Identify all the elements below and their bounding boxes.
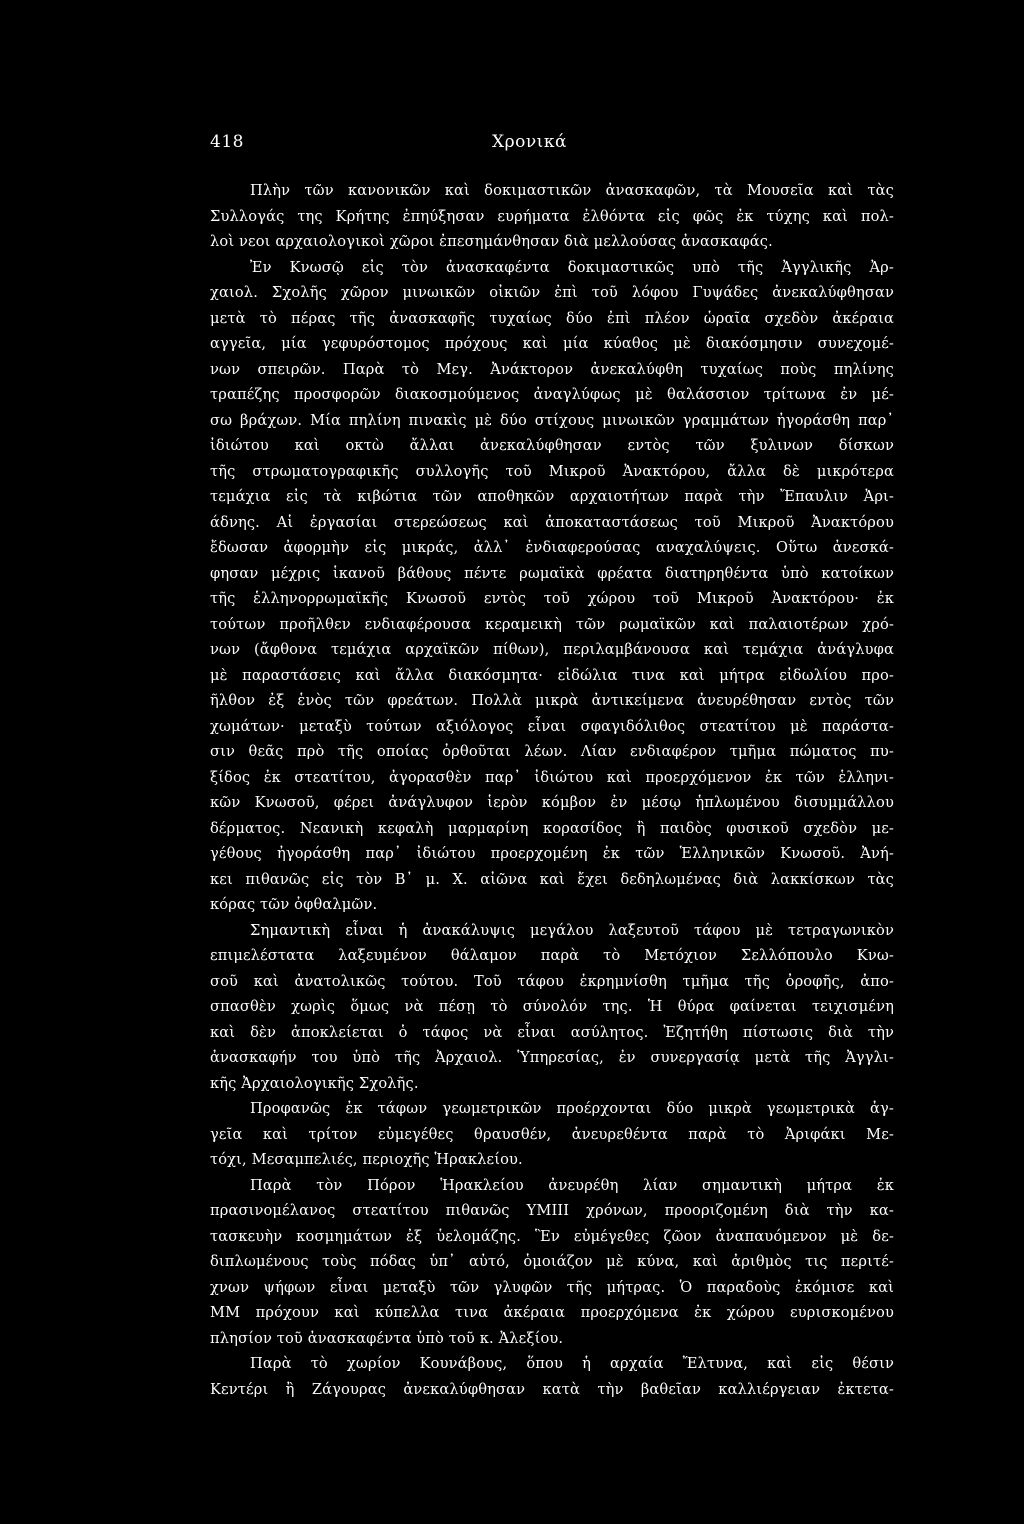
text-line: καὶ δὲν ἀποκλείεται ὁ τάφος νὰ εἶναι ασύλητος. Ἐζητήθη πίστωσις διὰ τὴν [210,1023,894,1041]
text-line: φησαν μέχρις ἱκανοῦ βάθους πέντε ρωμαϊκὰ φρέατα διατηρηθέντα ὑπὸ κατοίκων [210,564,894,582]
text-line: χαιολ. Σχολῆς χῶρον μινωικῶν οἰκιῶν ἐπὶ τοῦ λόφου Γυψάδες ἀνεκαλύφθησαν [210,284,894,301]
text-line: Σημαντικὴ εἶναι ἡ ἀνακάλυψις μεγάλου λαξευτοῦ τάφου μὲ τετραγωνικὸν [250,921,894,939]
text-line: τασκευὴν κοσμημάτων ἐξ ὑελομάζης. Ἓν εὐμέγεθες ζῶον ἀναπαυόμενον μὲ δε- [210,1227,894,1245]
text-line: δέρματος. Νεανικὴ κεφαλὴ μαρμαρίνη κορασίδος ἢ παιδὸς φυσικοῦ σχεδὸν με- [210,819,894,837]
text-line: αγγεῖα, μία γεφυρόστομος πρόχους καὶ μία κύαθος μὲ διακόσμησιν συνεχομέ- [210,335,894,352]
text-line: τῆς στρωματογραφικῆς συλλογῆς τοῦ Μικροῦ Ἀνακτόρου, ἄλλα δὲ μικρότερα [210,462,894,480]
text-line: διπλωμένους τοὺς πόδας ὑπ᾽ αὐτό, ὁμοιάζον μὲ κύνα, καὶ ἀριθμὸς τις περιτέ- [210,1253,894,1270]
text-line: κει πιθανῶς εἰς τὸν Β᾽ μ. Χ. αἰῶνα καὶ ἔχει δεδηλωμένας διὰ λακκίσκων τὰς [210,870,894,888]
text-line: νων (ἄφθονα τεμάχια αρχαϊκῶν πίθων), περιλαμβάνουσα καὶ τεμάχια ἀνάγλυφα [210,641,894,658]
text-line: Κεντέρι ἢ Ζάγουρας ἀνεκαλύφθησαν κατὰ τὴν βαθεῖαν καλλιέργειαν ἐκτετα- [210,1380,894,1398]
text-line: σπασθὲν χωρὶς ὅμως νὰ πέσῃ τὸ σύνολόν της. Ἡ θύρα φαίνεται τειχισμένη [210,998,894,1015]
text-line: Παρὰ τὸ χωρίον Κουνάβους, ὅπου ἡ αρχαία Ἔλτυνα, καὶ εἰς θέσιν [250,1355,894,1372]
text-line: ΜΜ πρόχουν καὶ κύπελλα τινα ἀκέραια προερχόμενα ἐκ χώρου ευρισκομένου [210,1304,894,1321]
text-line: τεμάχια εἰς τὰ κιβώτια τῶν αποθηκῶν αρχαιοτήτων παρὰ τὴν Ἔπαυλιν Ἀρι- [210,488,894,505]
text-line: επιμελέστατα λαξευμένον θάλαμον παρὰ τὸ Μετόχιον Σελλόπουλο Κνω- [210,947,894,964]
text-line: ῆλθον ἐξ ἑνὸς τῶν φρεάτων. Πολλὰ μικρὰ ἀντικείμενα ἀνευρέθησαν εντὸς τῶν [210,692,894,709]
text-line: χνων ψήφων εἶναι μεταξὺ τῶν γλυφῶν τῆς μήτρας. Ὁ παραδοὺς ἐκόμισε καὶ [210,1278,894,1296]
text-line: πλησίον τοῦ ἀνασκαφέντα ὑπὸ τοῦ κ. Ἀλεξίου. [210,1329,564,1347]
text-line: κῆς Ἀρχαιολογικῆς Σχολῆς. [210,1074,419,1092]
text-line: κόρας τῶν ὀφθαλμῶν. [210,896,378,913]
text-line: λοὶ νεοι αρχαιολογικοὶ χῶροι ἐπεσημάνθησαν διὰ μελλούσας ἀνασκαφάς. [210,233,773,250]
text-line: γεῖα καὶ τρίτον εὐμεγέθες θραυσθέν, ἀνευρεθέντα παρὰ τὸ Ἀριφάκι Με- [210,1125,894,1143]
text-line: τούτων προῆλθεν ενδιαφέρουσα κεραμεικὴ τῶν ρωμαϊκῶν καὶ παλαιοτέρων χρό- [210,615,894,633]
body-text [210,178,894,1402]
text-line: Παρὰ τὸν Πόρον Ἡρακλείου ἀνευρέθη λίαν σημαντικὴ μήτρα ἐκ [250,1176,894,1194]
text-line: σοῦ καὶ ἀνατολικῶς τούτου. Τοῦ τάφου ἐκρημνίσθη τμῆμα τῆς ὀροφῆς, ἀπο- [210,972,894,990]
text-line: ἀνασκαφήν του ὑπὸ τῆς Ἀρχαιολ. Ὑπηρεσίας, ἐν συνεργασίᾳ μετὰ τῆς Ἀγγλι- [210,1049,894,1066]
text-line: κῶν Κνωσοῦ, φέρει ἀνάγλυφον ἱερὸν κόμβον ἐν μέσῳ ἡπλωμένου δισυμμάλλου [210,794,894,811]
page-header [210,132,894,156]
text-line: γέθους ἠγοράσθη παρ᾽ ἰδιώτου προερχομένη ἐκ τῶν Ἑλληνικῶν Κνωσοῦ. Ἀνή- [210,845,894,862]
running-title: Χρονικά [492,132,567,152]
text-line: τόχι, Μεσαμπελιές, περιοχῆς Ἡρακλείου. [210,1151,523,1168]
text-line: ἰδιώτου καὶ οκτὼ ἄλλαι ἀνεκαλύφθησαν εντὸς τῶν ξυλινων δίσκων [210,437,894,454]
text-line: ἔδωσαν ἀφορμὴν εἰς μικράς, ἀλλ᾽ ἐνδιαφερούσας αναχαλύψεις. Οὕτω ἀνεσκά- [210,539,894,556]
text-line: Ἐν Κνωσῷ εἰς τὸν ἀνασκαφέντα δοκιμαστικῶς υπὸ τῆς Ἀγγλικῆς Ἀρ- [250,258,894,276]
text-line: τραπέζης προσφορῶν διακοσμούμενος ἀναγλύφως μὲ θαλάσσιον τρίτωνα ἐν μέ- [210,386,894,403]
text-line: Προφανῶς ἐκ τάφων γεωμετρικῶν προέρχονται δύο μικρὰ γεωμετρικὰ ἀγ- [250,1100,894,1117]
page-number: 418 [210,132,244,152]
text-line: μετὰ τὸ πέρας τῆς ἀνασκαφῆς τυχαίως δύο ἐπὶ πλέον ὡραῖα σχεδὸν ἀκέραια [210,309,894,327]
text-line: σω βράχων. Μία πηλίνη πινακὶς μὲ δύο στίχους μινωικῶν γραμμάτων ἠγοράσθη παρ᾽ [210,411,894,429]
text-line: άδνης. Αἱ ἐργασίαι στερεώσεως καὶ ἀποκαταστάσεως τοῦ Μικροῦ Ἀνακτόρου [210,513,894,531]
text-line: ξίδος ἐκ στεατίτου, ἀγορασθὲν παρ᾽ ἰδιώτου καὶ προερχόμενον ἐκ τῶν ἑλληνι- [210,768,894,786]
text-line: πρασινομέλανος στεατίτου πιθανῶς ΥΜΙΙΙ χρόνων, προοριζομένη διὰ τὴν κα- [210,1202,894,1219]
text-line: Συλλογάς της Κρήτης ἐπηύξησαν ευρήματα ἐλθόντα εἰς φῶς ἐκ τύχης καὶ πολ- [210,207,894,225]
text-line: μὲ παραστάσεις καὶ ἄλλα διακόσμητα· εἰδώλια τινα καὶ μήτρα εἰδωλίου προ- [210,666,894,684]
text-line: σιν θεᾶς πρὸ τῆς οποίας ὀρθοῦται λέων. Λίαν ενδιαφέρον τμῆμα πώματος πυ- [210,743,894,760]
text-line: Πλὴν τῶν κανονικῶν καὶ δοκιμαστικῶν ἀνασκαφῶν, τὰ Μουσεῖα καὶ τὰς [250,182,894,199]
text-line: νων σπειρῶν. Παρὰ τὸ Μεγ. Ἀνάκτορον ἀνεκαλύφθη τυχαίως ποὺς πηλίνης [210,360,894,378]
text-line: χωμάτων· μεταξὺ τούτων αξιόλογος εἶναι σφαγιδόλιθος στεατίτου μὲ παράστα- [210,717,894,735]
text-line: τῆς ἑλληνορρωμαϊκῆς Κνωσοῦ εντὸς τοῦ χώρου τοῦ Μικροῦ Ἀνακτόρου· ἐκ [210,590,894,607]
